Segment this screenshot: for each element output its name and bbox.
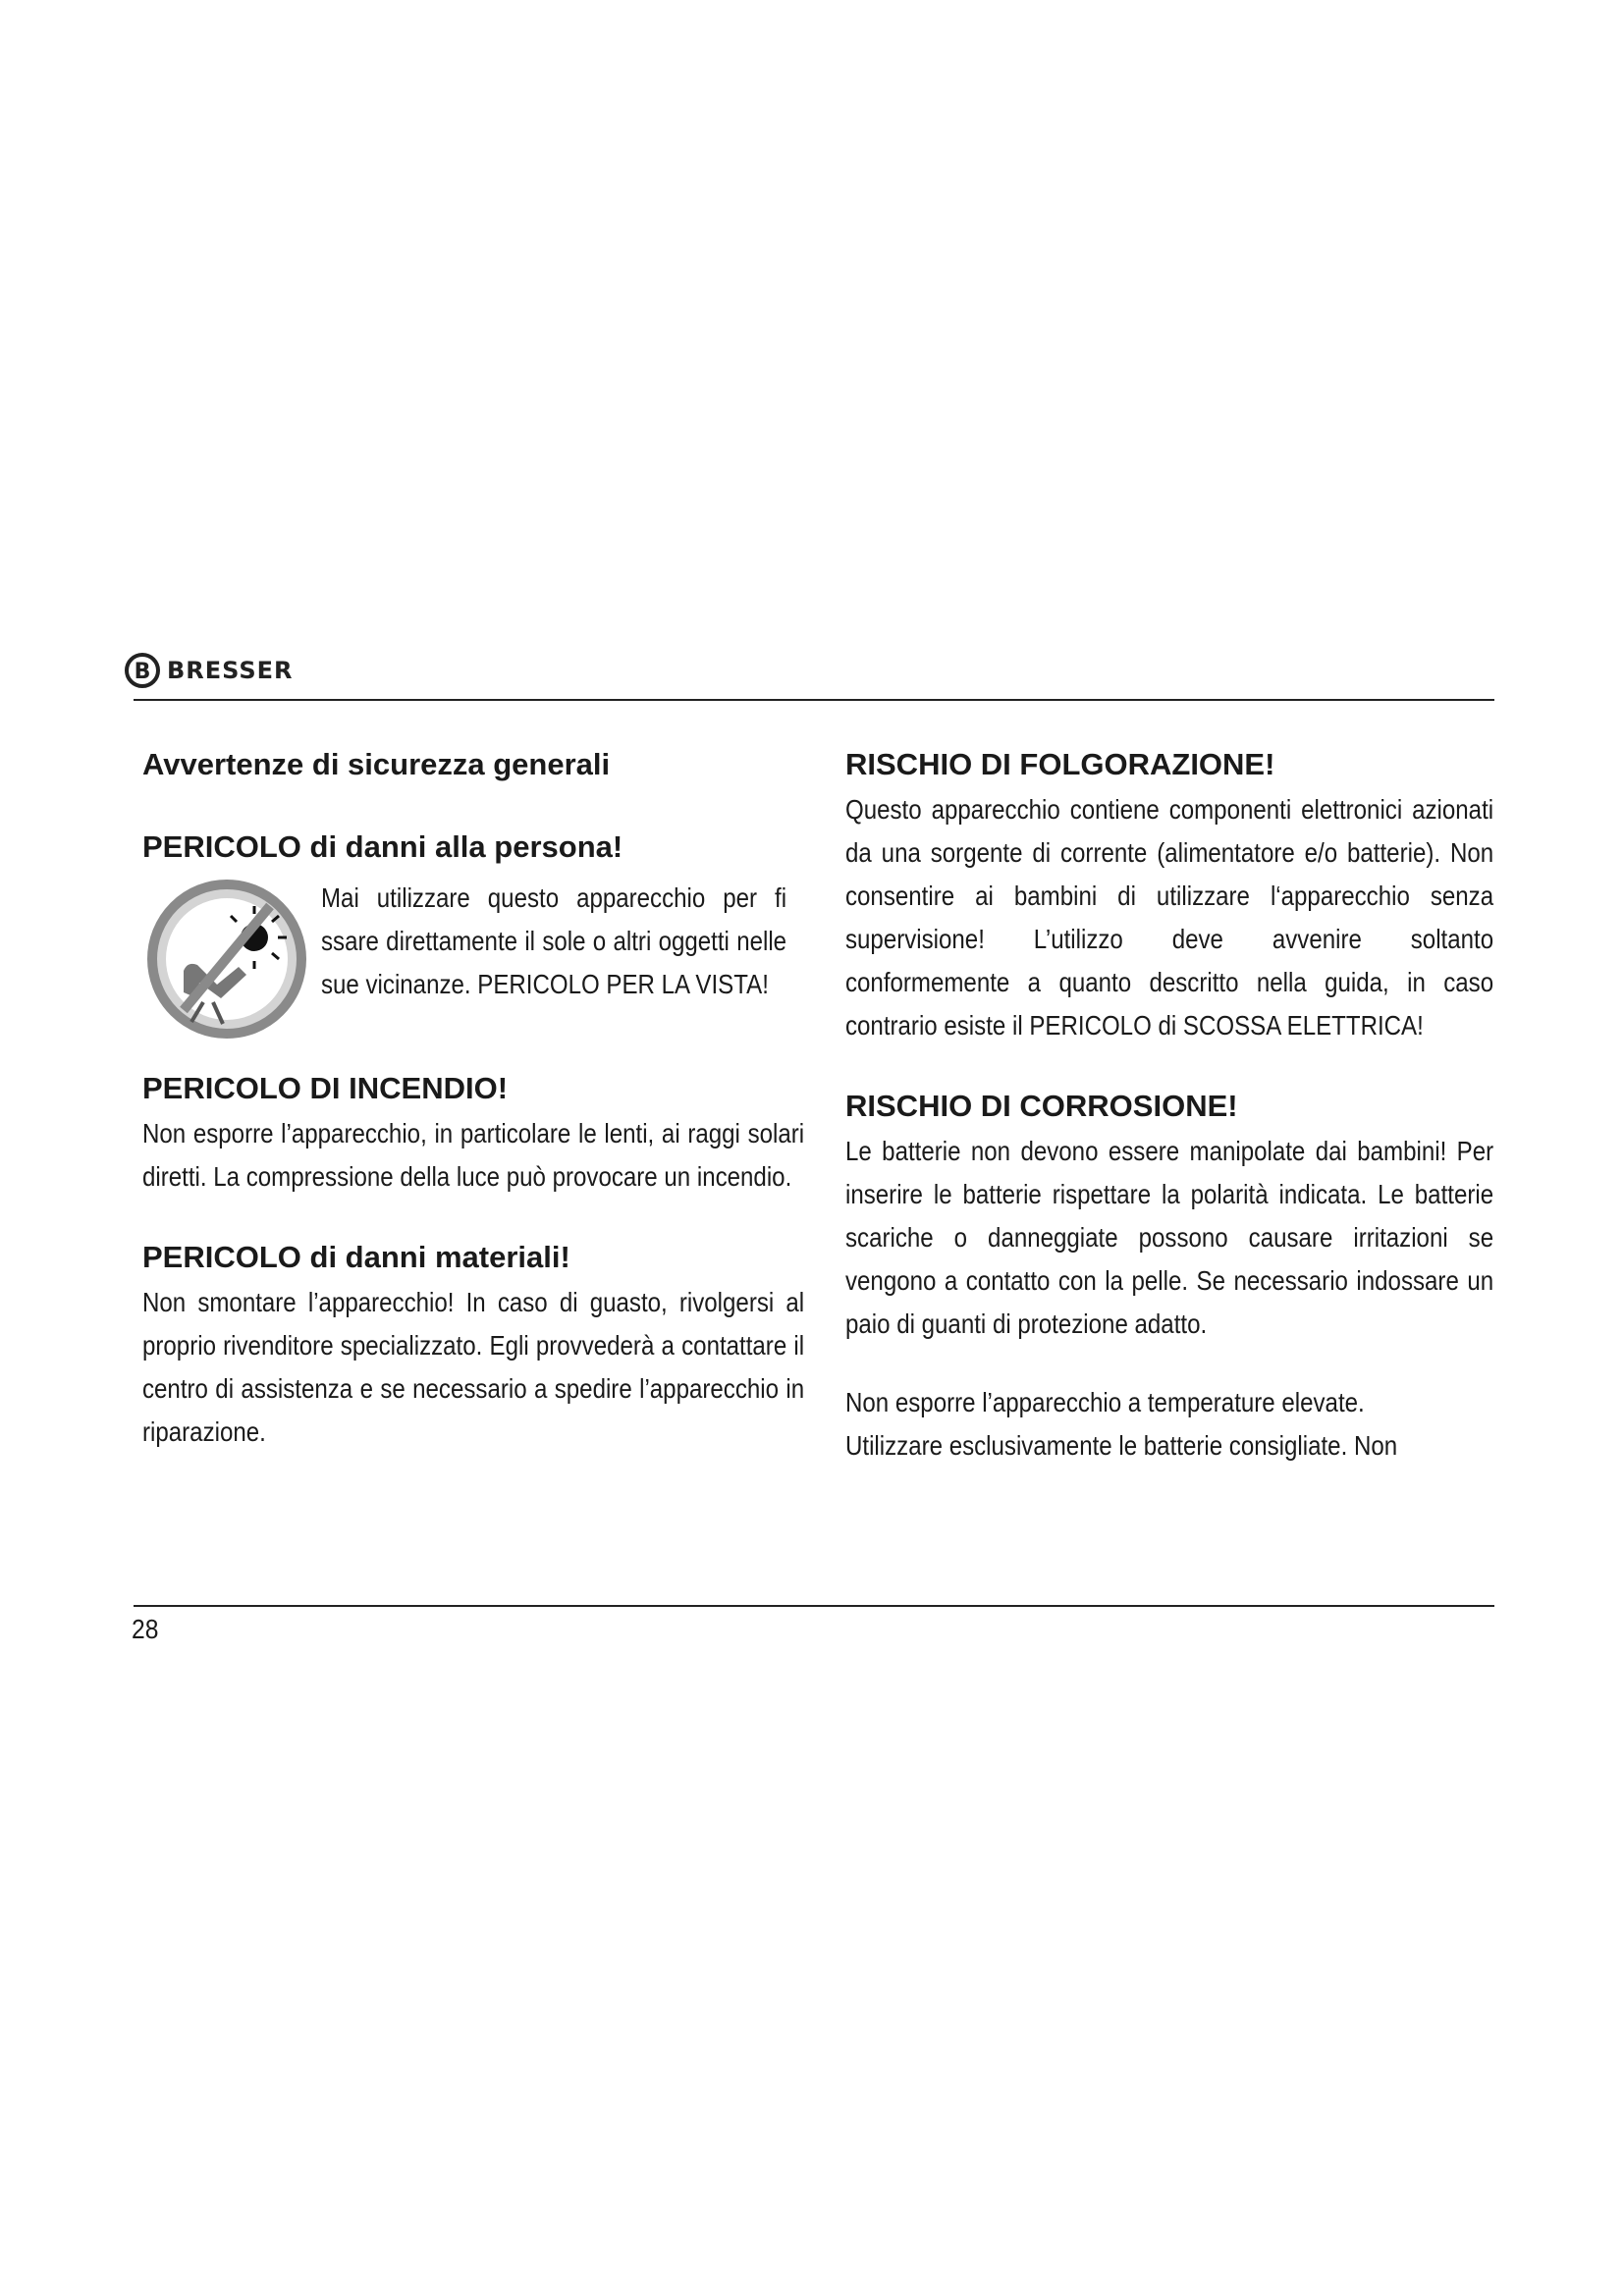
- corrosione-heading: RISCHIO DI CORROSIONE!: [845, 1089, 1238, 1123]
- brand-logo: [124, 651, 294, 690]
- page-number: 28: [132, 1614, 159, 1644]
- no-sun-viewing-icon: [144, 877, 309, 1041]
- persona-heading: PERICOLO di danni alla persona!: [142, 829, 623, 864]
- corrosione-text: Le batterie non devono essere manipolate dai bambini! Per inserire le batterie rispettare la polarità indicata. Le batterie scariche o danneggiate possono causare irritazioni se vengono a contatto con la pelle. Se necessario indossare un paio di guanti di protezione adatto.: [845, 1136, 1494, 1339]
- bresser-logo-icon: [124, 652, 161, 689]
- brand-name: BRESSER: [167, 657, 294, 684]
- folgorazione-heading: RISCHIO DI FOLGORAZIONE!: [845, 747, 1275, 781]
- footer-divider: [134, 1605, 1494, 1607]
- left-column: [142, 741, 804, 1454]
- materiali-text: Non smontare l’apparecchio! In caso di guasto, rivolgersi al proprio rivenditore specializzato. Egli provvederà a contattare il centro di assistenza e se necessario a spedire l’apparecchio in riparazione.: [142, 1287, 805, 1447]
- folgorazione-text: Questo apparecchio contiene componenti elettronici azionati da una sorgente di corrente (alimentatore e/o batterie). Non consentire ai bambini di utilizzare l‘apparecchio senza supervisione! L’utilizzo deve avvenire soltanto conformemente a quanto descritto nella guida, in caso contrario esiste il PERICOLO di SCOSSA ELETTRICA!: [845, 794, 1494, 1041]
- right-column: [845, 741, 1493, 1468]
- section-title: Avvertenze di sicurezza generali: [142, 747, 611, 781]
- persona-block: [142, 877, 804, 1041]
- note-temperature: Non esporre l’apparecchio a temperature elevate.: [845, 1387, 1365, 1417]
- header-divider: [134, 699, 1494, 701]
- persona-text: Mai utilizzare questo apparecchio per fi ssare direttamente il sole o altri oggetti nelle sue vicinanze. PERICOLO PER LA VISTA!: [321, 882, 787, 999]
- materiali-heading: PERICOLO di danni materiali!: [142, 1240, 570, 1274]
- incendio-text: Non esporre l’apparecchio, in particolare le lenti, ai raggi solari diretti. La compressione della luce può provocare un incendio.: [142, 1118, 805, 1192]
- svg-text:B: B: [134, 660, 151, 684]
- incendio-heading: PERICOLO DI INCENDIO!: [142, 1071, 509, 1105]
- note-batteries: Utilizzare esclusivamente le batterie consigliate. Non: [845, 1430, 1398, 1461]
